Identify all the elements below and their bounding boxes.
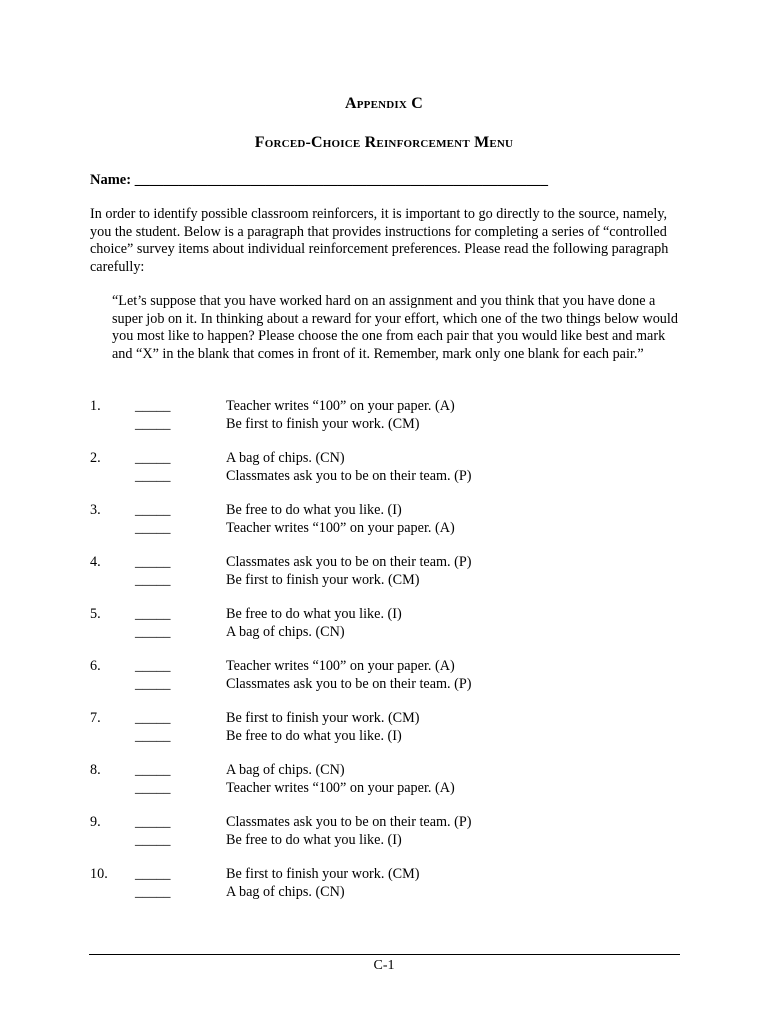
choice-item: [90, 762, 690, 814]
choice-option: Be first to finish your work. (CM): [226, 866, 420, 882]
item-number: 3.: [90, 502, 101, 518]
answer-blank[interactable]: _____: [135, 762, 171, 778]
answer-blank[interactable]: _____: [135, 814, 171, 830]
choice-option: Teacher writes “100” on your paper. (A): [226, 398, 455, 414]
answer-blank[interactable]: _____: [135, 675, 171, 692]
item-number: 1.: [90, 398, 101, 414]
item-number: 4.: [90, 554, 101, 570]
choice-option: Be free to do what you like. (I): [226, 831, 402, 848]
choice-option: A bag of chips. (CN): [226, 450, 345, 466]
item-number: 9.: [90, 814, 101, 830]
answer-blank[interactable]: _____: [135, 623, 171, 640]
answer-blank[interactable]: _____: [135, 554, 171, 570]
choice-option: Be first to finish your work. (CM): [226, 710, 420, 726]
choice-option: Classmates ask you to be on their team. (P): [226, 814, 472, 830]
name-blank[interactable]: _________________________________________________________: [134, 172, 548, 188]
choice-option: Classmates ask you to be on their team. (P): [226, 675, 472, 692]
item-number: 8.: [90, 762, 101, 778]
page-number: C-1: [373, 958, 395, 973]
answer-blank[interactable]: _____: [135, 831, 171, 848]
answer-blank[interactable]: _____: [135, 398, 171, 414]
choice-option: Be free to do what you like. (I): [226, 606, 402, 622]
choice-option: Be free to do what you like. (I): [226, 727, 402, 744]
item-number: 10.: [90, 866, 108, 882]
choice-option: Classmates ask you to be on their team. (P): [226, 467, 472, 484]
choice-option: Be free to do what you like. (I): [226, 502, 402, 518]
item-number: 6.: [90, 658, 101, 674]
page-title: Forced-Choice Reinforcement Menu: [254, 134, 514, 151]
answer-blank[interactable]: _____: [135, 415, 171, 432]
choice-option: Classmates ask you to be on their team. (P): [226, 554, 472, 570]
choice-option: Teacher writes “100” on your paper. (A): [226, 658, 455, 674]
choice-option: A bag of chips. (CN): [226, 762, 345, 778]
choice-item: [90, 866, 690, 918]
choice-item: [90, 658, 690, 710]
answer-blank[interactable]: _____: [135, 866, 171, 882]
appendix-title: Appendix C: [345, 95, 423, 112]
answer-blank[interactable]: _____: [135, 710, 171, 726]
name-label: Name:: [90, 172, 132, 188]
choice-item: [90, 606, 690, 658]
choice-option: Be first to finish your work. (CM): [226, 571, 420, 588]
choice-item: [90, 554, 690, 606]
intro-paragraph: In order to identify possible classroom reinforcers, it is important to go directly to the source, namely, you the student. Below is a paragraph that provides instructions for completing a series of “controlled choice” survey items about individual reinforcement preferences. Please read the following paragraph carefully:: [90, 206, 669, 275]
answer-blank[interactable]: _____: [135, 519, 171, 536]
choice-item: [90, 814, 690, 866]
item-number: 7.: [90, 710, 101, 726]
name-field[interactable]: [90, 172, 548, 189]
choice-item: [90, 398, 690, 450]
item-number: 2.: [90, 450, 101, 466]
answer-blank[interactable]: _____: [135, 727, 171, 744]
choice-option: Teacher writes “100” on your paper. (A): [226, 779, 455, 796]
choice-option: Teacher writes “100” on your paper. (A): [226, 519, 455, 536]
choice-item: [90, 450, 690, 502]
choice-item: [90, 502, 690, 554]
item-number: 5.: [90, 606, 101, 622]
choice-option: A bag of chips. (CN): [226, 883, 345, 900]
instructions-quote: “Let’s suppose that you have worked hard on an assignment and you think that you have done a super job on it. In thinking about a reward for your effort, which one of the two things below would you most like to happen? Please choose the one from each pair that you would like best and mark and “X” in the blank that comes in front of it. Remember, mark only one blank for each pair.”: [112, 293, 678, 362]
answer-blank[interactable]: _____: [135, 450, 171, 466]
choice-option: Be first to finish your work. (CM): [226, 415, 420, 432]
answer-blank[interactable]: _____: [135, 467, 171, 484]
footer-divider: [89, 954, 680, 955]
answer-blank[interactable]: _____: [135, 883, 171, 900]
answer-blank[interactable]: _____: [135, 658, 171, 674]
choice-item: [90, 710, 690, 762]
answer-blank[interactable]: _____: [135, 779, 171, 796]
choice-items-list: [90, 398, 690, 918]
answer-blank[interactable]: _____: [135, 571, 171, 588]
answer-blank[interactable]: _____: [135, 606, 171, 622]
choice-option: A bag of chips. (CN): [226, 623, 345, 640]
answer-blank[interactable]: _____: [135, 502, 171, 518]
